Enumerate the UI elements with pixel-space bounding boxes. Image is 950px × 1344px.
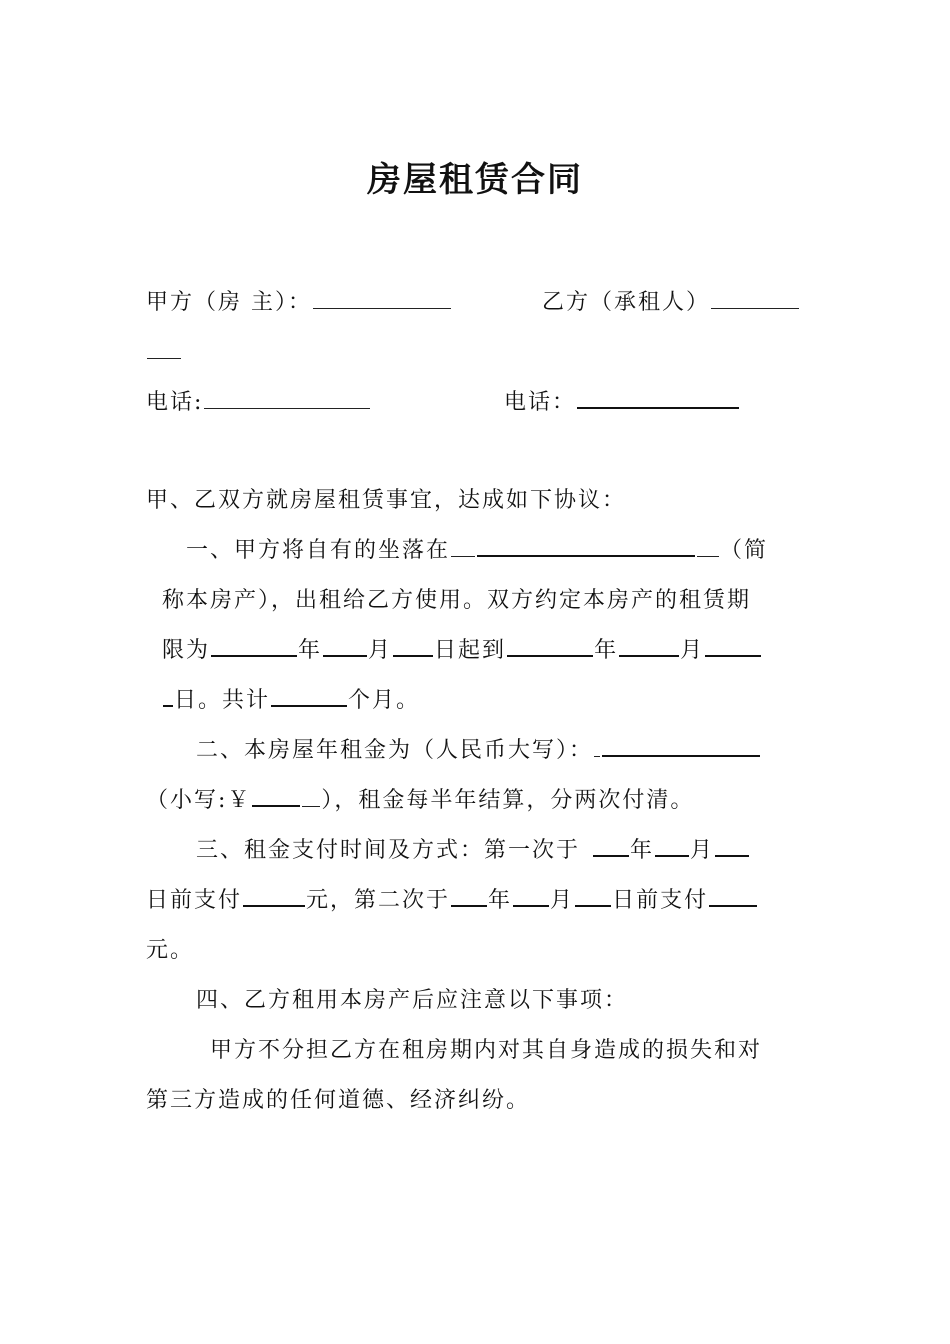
clause4-heading: 四、乙方租用本房产后应注意以下事项：: [196, 988, 629, 1013]
property-location-blank: [477, 554, 695, 557]
phone-b-line: [504, 388, 740, 418]
party-a-label: 甲方（房 主）：: [146, 290, 312, 315]
pay2-day-blank: [575, 904, 611, 907]
clause1-line1: [186, 536, 768, 566]
document-title: 房屋租赁合同: [367, 160, 583, 200]
phone-a-label: 电话:: [146, 390, 204, 415]
phone-a-blank: [204, 407, 370, 409]
clause4-para-line2: 第三方造成的任何道德、经济纠纷。: [146, 1088, 531, 1113]
pay2-year-blank: [451, 904, 487, 907]
party-b-label: 乙方（承租人）: [542, 290, 711, 315]
clause1-line4: 日。共计 个月。: [162, 686, 420, 716]
pay1-month-blank: [655, 854, 689, 857]
pay2-amount-blank: [709, 904, 757, 907]
pay2-month-blank: [513, 904, 549, 907]
term-label: 限为: [162, 638, 211, 663]
intro-text: 甲、乙双方就房屋租赁事宜，达成如下协议：: [146, 488, 627, 513]
clause2-line2: （小写:￥ ），租金每半年结算，分两次付清。: [146, 788, 695, 813]
end-month-blank: [619, 654, 679, 657]
start-year-blank: [211, 654, 297, 657]
party-b-blank-continued: [146, 338, 182, 368]
clause1-line2: 称本房产），出租给乙方使用。双方约定本房产的租赁期: [162, 588, 752, 613]
end-day-blank: [705, 654, 761, 657]
phone-b-blank: [577, 406, 739, 409]
end-year-blank: [507, 654, 593, 657]
party-b-line: [542, 288, 800, 318]
start-day-blank: [393, 654, 433, 657]
party-a-line: [146, 288, 452, 318]
phone-a-line: [146, 388, 371, 418]
clause1-text: 一、甲方将自有的坐落在: [186, 538, 451, 563]
clause3-line1: 三、租金支付时间及方式：第一次于 年 月: [196, 836, 750, 866]
clause1-abbr: （简: [720, 538, 769, 563]
phone-b-label: 电话：: [504, 390, 577, 415]
pay1-amount-blank: [243, 904, 305, 907]
clause2-line1: 二、本房屋年租金为（人民币大写）：: [196, 736, 761, 766]
rent-digits-blank: [252, 804, 300, 807]
clause4-para-line1: 甲方不分担乙方在租房期内对其自身造成的损失和对: [210, 1038, 763, 1063]
clause3-line3: 元。: [146, 938, 195, 963]
rent-words-blank: [602, 754, 760, 757]
pay1-day-blank: [715, 854, 749, 857]
start-month-blank: [323, 654, 367, 657]
clause3-line2: 日前支付 元，第二次于 年 月 日前支付: [146, 886, 758, 916]
total-months-blank: [271, 704, 347, 707]
party-b-blank: [711, 307, 799, 309]
pay1-year-blank: [593, 854, 629, 857]
party-a-blank: [313, 307, 451, 309]
clause1-line3: 限为 年 月 日起到 年 月: [162, 636, 762, 666]
